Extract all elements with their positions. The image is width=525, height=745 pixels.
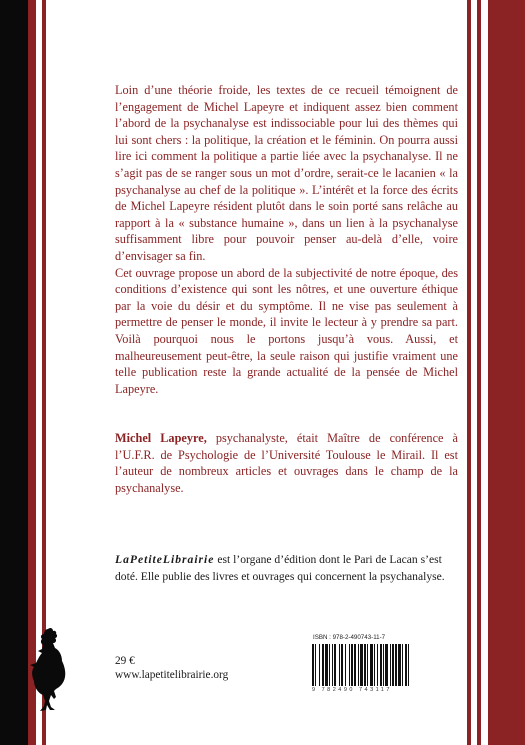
right-red-thin-stripe-2 <box>477 0 481 745</box>
author-name: Michel Lapeyre, <box>115 431 207 445</box>
isbn-label: ISBN : 978-2-490743-11-7 <box>313 634 386 641</box>
barcode <box>310 644 452 686</box>
barcode-digits: 9 782490 743117 <box>312 687 392 693</box>
author-bio <box>115 430 458 496</box>
left-black-border <box>0 0 28 745</box>
price: 29 € <box>115 655 135 667</box>
blurb-paragraph-1: Loin d’une théorie froide, les textes de ce recueil témoignent de l’engagement de Michel Lapeyre et indiquent assez bien comment l’abord de la psychanalyse est indissociable pour lui des thèmes qui lui sont chers : la politique, la création et le féminin. On pourra aussi lire ici comment la politique a partie liée avec la psychanalyse. Il ne s’agit pas de se ranger sous un mot d’ordre, serait-ce le lacanien « la psychanalyse au chef de la politique ». L’intérêt et la force des écrits de Michel Lapeyre résident plutôt dans le soin porté sans relâche au rapport à la « substance humaine », dans un lien à la psychanalyse suffisamment libre pour pouvoir penser au-delà d’elle, voire d’envisager sa fin. <box>115 83 458 263</box>
rooster-silhouette-icon <box>26 625 72 721</box>
publisher-note <box>115 552 455 586</box>
right-red-thin-stripe <box>467 0 471 745</box>
right-red-panel <box>488 0 525 745</box>
publisher-description: est l’organe d’édition dont le Pari de Lacan s’est doté. Elle publie des livres et ouvrages qui concernent la psychanalyse. <box>115 553 445 583</box>
blurb-paragraph-2: Cet ouvrage propose un abord de la subjectivité de notre époque, des conditions d’existence qui sont les nôtres, et une ouverture éthique par la voie du désir et du symptôme. Il ne vise pas seulement à permettre de penser le monde, il invite le lecteur à y prendre sa part. Voilà pourquoi nous le portons jusqu’à vous. Aussi, et malheureusement peut-être, la seule raison qui justifie vraiment une telle publication reste la grande actualité de la pensée de Michel Lapeyre. <box>115 265 458 396</box>
author-bio-text: psychanalyste, était Maître de conférence à l’U.F.R. de Psychologie de l’Université Toulouse le Mirail. Il est l’auteur de nombreux articles et ouvrages dans le champ de la psychanalyse. <box>115 431 458 495</box>
website-url: www.lapetitelibrairie.org <box>115 669 229 681</box>
publisher-name: LaPetiteLibrairie <box>115 553 215 566</box>
back-cover-blurb <box>115 82 458 397</box>
